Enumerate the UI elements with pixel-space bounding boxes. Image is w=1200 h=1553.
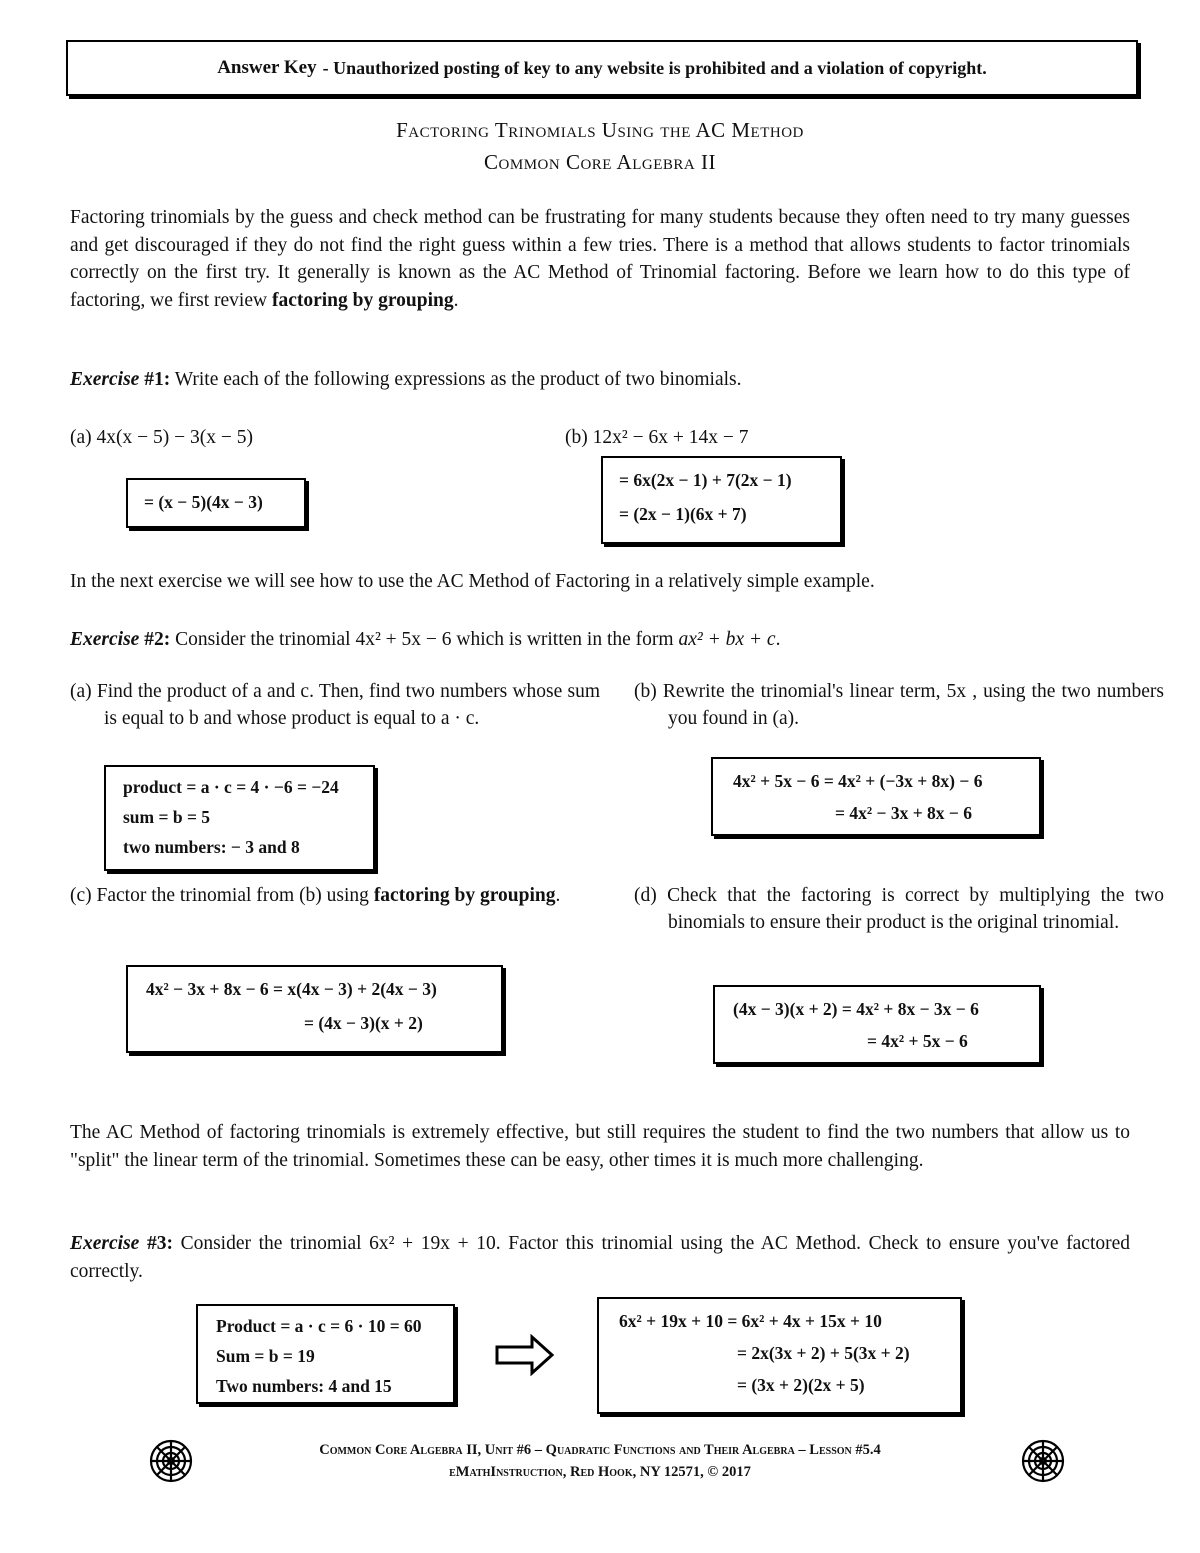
exercise-2-form: ax² + bx + c	[678, 629, 776, 650]
exercise-2c-label: (c)	[70, 885, 92, 906]
exercise-2b-label: (b)	[634, 681, 657, 702]
exercise-2-text-mid: which is written in the form	[456, 629, 674, 650]
exercise-3-ac-box	[196, 1304, 455, 1404]
exercise-2a-text: Find the product of a and c. Then, find two numbers whose sum is equal to b and whose product is equal to a · c.	[96, 681, 601, 729]
exercise-1a-expression: 4x(x − 5) − 3(x − 5)	[96, 427, 253, 448]
exercise-1-label: Exercise	[70, 369, 140, 390]
exercise-3-text-start: Consider the trinomial	[180, 1233, 362, 1254]
footer-course-line: Common Core Algebra II, Unit #6 – Quadratic Functions and Their Algebra – Lesson #5.4	[319, 1442, 881, 1458]
exercise-1b-label: (b)	[565, 427, 588, 448]
exercise-1b-expression: 12x² − 6x + 14x − 7	[592, 427, 749, 448]
exercise-2a-label: (a)	[70, 681, 92, 702]
transition-text: In the next exercise we will see how to use the AC Method of Factoring in a relatively simple example.	[70, 571, 875, 592]
intro-text: Factoring trinomials by the guess and check method can be frustrating for many students because they often need to try many guesses and get discouraged if they do not find the right guess within a few tries. There is a method that allows students to factor trinomials correctly on the first try. It generally is known as the AC Method of Trinomial factoring. Before we learn how to do this type of factoring, we first review	[70, 207, 1130, 311]
right-arrow-icon	[494, 1334, 556, 1376]
exercise-1b-answer-line1: = 6x(2x − 1) + 7(2x − 1)	[619, 470, 792, 490]
exercise-3-label: Exercise	[70, 1233, 140, 1254]
exercise-2d-answer-box	[713, 985, 1041, 1064]
exercise-2b-answer-line1: 4x² + 5x − 6 = 4x² + (−3x + 8x) − 6	[733, 771, 983, 791]
exercise-3-two-numbers: Two numbers: 4 and 15	[216, 1376, 392, 1396]
exercise-2c-text-end: .	[555, 885, 561, 906]
exercise-3-step2: = 2x(3x + 2) + 5(3x + 2)	[737, 1343, 910, 1363]
page-subtitle: Common Core Algebra II	[484, 150, 716, 174]
exercise-1a-answer: = (x − 5)(4x − 3)	[144, 492, 263, 512]
exercise-1-prompt	[70, 366, 741, 393]
exercise-2c-answer-line2: = (4x − 3)(x + 2)	[304, 1013, 423, 1033]
intro-bold: factoring by grouping	[271, 289, 454, 311]
exercise-2-text-start: Consider the trinomial	[175, 629, 351, 650]
intro-end: .	[453, 289, 459, 311]
exercise-1b-answer-line2: = (2x − 1)(6x + 7)	[619, 504, 747, 524]
intro-paragraph	[70, 204, 1130, 314]
exercise-2d-answer-line1: (4x − 3)(x + 2) = 4x² + 8x − 3x − 6	[733, 999, 979, 1019]
exercise-2c-text: Factor the trinomial from (b) using	[96, 885, 374, 906]
exercise-2a-answer-line3: two numbers: − 3 and 8	[123, 837, 300, 857]
exercise-3-prompt	[70, 1230, 1130, 1285]
exercise-3-sum: Sum = b = 19	[216, 1346, 315, 1366]
exercise-2d-label: (d)	[634, 885, 657, 906]
exercise-2c-bold: factoring by grouping	[373, 885, 556, 906]
exercise-3-step3: = (3x + 2)(2x + 5)	[737, 1375, 865, 1395]
exercise-2b-question	[634, 678, 1164, 732]
exercise-2b-answer-line2: = 4x² − 3x + 8x − 6	[835, 803, 973, 823]
exercise-1a-label: (a)	[70, 427, 92, 448]
exercise-2a-question	[70, 678, 600, 732]
exercise-3-step1: 6x² + 19x + 10 = 6x² + 4x + 15x + 10	[619, 1311, 882, 1331]
exercise-2d-question	[634, 882, 1164, 936]
answer-key-banner	[66, 40, 1138, 96]
exercise-2-text-end: .	[775, 629, 781, 650]
exercise-2c-answer-line1: 4x² − 3x + 8x − 6 = x(4x − 3) + 2(4x − 3)	[146, 979, 437, 999]
exercise-2a-answer-box	[104, 765, 375, 871]
exercise-2a-answer-line2: sum = b = 5	[123, 807, 211, 827]
exercise-1-text: Write each of the following expressions as the product of two binomials.	[174, 369, 742, 390]
exercise-1-number: #1:	[144, 369, 171, 390]
exercise-2c-question	[70, 882, 600, 909]
web-logo-icon	[1020, 1438, 1066, 1484]
exercise-1b-question	[565, 424, 748, 451]
exercise-3-trinomial: 6x² + 19x + 10	[369, 1233, 496, 1254]
exercise-2b-text: Rewrite the trinomial's linear term, 5x , using the two numbers you found in (a).	[662, 681, 1165, 729]
summary-paragraph: The AC Method of factoring trinomials is extremely effective, but still requires the student to find the two numbers that allow us to "split" the linear term of the trinomial. Sometimes these can be easy, other times it is much more challenging.	[70, 1122, 1130, 1171]
exercise-2-trinomial: 4x² + 5x − 6	[355, 629, 452, 650]
banner-lead: Answer Key	[217, 57, 317, 78]
exercise-2b-answer-box	[711, 757, 1041, 836]
exercise-2-number: #2:	[144, 629, 171, 650]
exercise-1a-question	[70, 424, 253, 451]
exercise-3-text-end: . Factor this trinomial using the AC Method. Check to ensure you've factored correctly.	[70, 1233, 1131, 1282]
exercise-3-factoring-box	[597, 1297, 962, 1414]
exercise-2d-answer-line2: = 4x² + 5x − 6	[867, 1031, 968, 1051]
page-title: Factoring Trinomials Using the AC Method	[396, 118, 804, 142]
footer-publisher-line: eMathInstruction, Red Hook, NY 12571, © 2017	[449, 1464, 751, 1480]
exercise-3-number: #3:	[146, 1233, 173, 1254]
exercise-2-prompt	[70, 626, 780, 653]
exercise-2d-text: Check that the factoring is correct by multiplying the two binomials to ensure their product is the original trinomial.	[667, 885, 1164, 933]
exercise-2-label: Exercise	[70, 629, 140, 650]
exercise-2c-answer-box	[126, 965, 503, 1053]
banner-warning: - Unauthorized posting of key to any website is prohibited and a violation of copyright.	[322, 57, 987, 78]
exercise-1a-answer-box	[126, 478, 306, 528]
exercise-3-product: Product = a · c = 6 · 10 = 60	[216, 1316, 422, 1336]
exercise-2a-answer-line1: product = a · c = 4 · −6 = −24	[123, 777, 339, 797]
exercise-1b-answer-box	[601, 456, 842, 544]
